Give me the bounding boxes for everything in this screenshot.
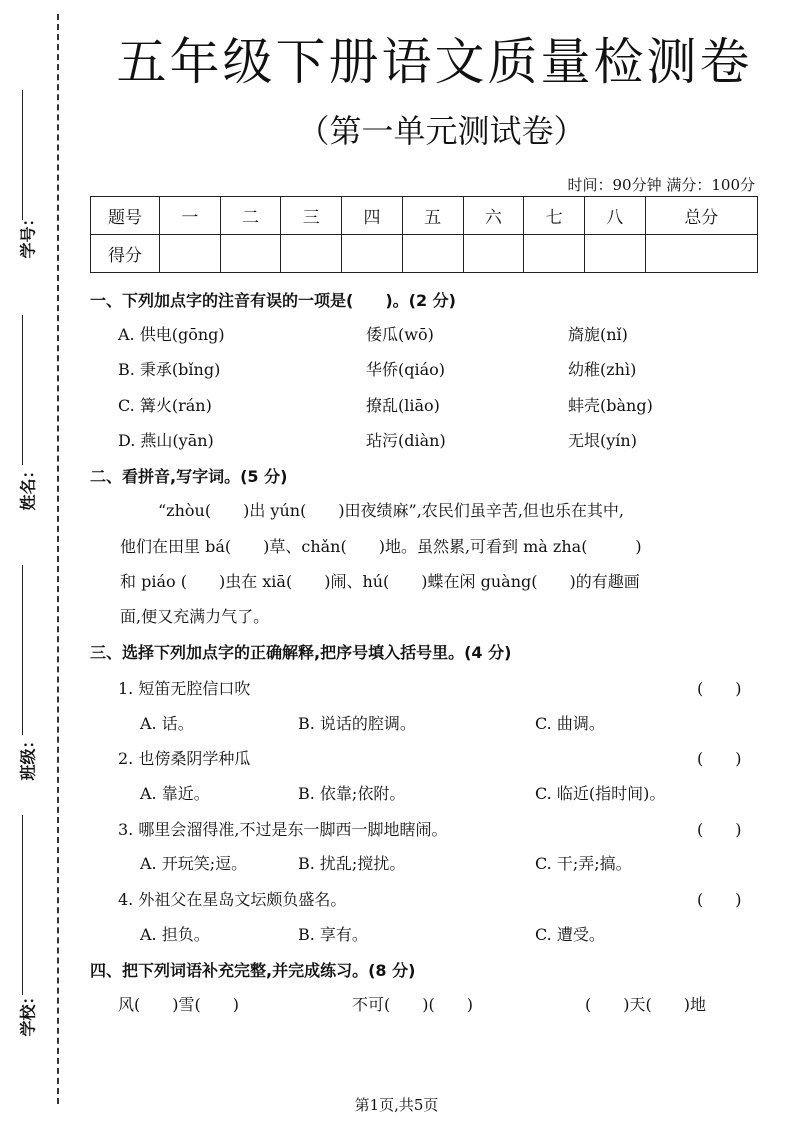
q3-option: B. 扰乱;搅扰。 bbox=[298, 854, 406, 873]
table-cell: 七 bbox=[524, 197, 585, 235]
page-number: 第1页,共5页 bbox=[354, 1096, 439, 1114]
student-id-label: 学号： bbox=[18, 210, 38, 259]
exam-title: 五年级下册语文质量检测卷 bbox=[116, 33, 753, 91]
table-cell: 四 bbox=[342, 197, 403, 235]
table-cell: 八 bbox=[584, 197, 645, 235]
q3-option: C. 干;弄;搞。 bbox=[535, 854, 632, 873]
q1-option: D. 燕山(yān) bbox=[118, 431, 214, 450]
score-table-header-row bbox=[91, 197, 758, 235]
table-cell: 六 bbox=[463, 197, 524, 235]
table-cell: 二 bbox=[220, 197, 281, 235]
q1-option: A. 供电(gōng) bbox=[118, 325, 225, 344]
q1-option: 旖旎(nǐ) bbox=[568, 325, 628, 344]
score-cell[interactable] bbox=[160, 235, 221, 273]
q3-option: A. 开玩笑;逗。 bbox=[140, 854, 248, 873]
score-table-score-row bbox=[91, 235, 758, 273]
name-label: 姓名： bbox=[18, 462, 38, 511]
score-cell[interactable] bbox=[584, 235, 645, 273]
q3-option: C. 曲调。 bbox=[535, 714, 605, 733]
score-cell[interactable] bbox=[524, 235, 585, 273]
name-line bbox=[22, 315, 23, 465]
q4-item: ( )天( )地 bbox=[585, 995, 706, 1014]
q3-option: A. 担负。 bbox=[140, 925, 210, 944]
q3-option: B. 依靠;依附。 bbox=[298, 784, 406, 803]
q1-option: 蚌壳(bàng) bbox=[568, 396, 653, 415]
table-cell: 总分 bbox=[645, 197, 757, 235]
q3-stem: 3. 哪里会溜得准,不过是东一脚西一脚地瞎闹。 bbox=[118, 820, 448, 839]
q4-item: 不可( )( ) bbox=[352, 995, 473, 1014]
exam-subtitle: （第一单元测试卷） bbox=[297, 112, 586, 150]
question-4-title: 四、把下列词语补充完整,并完成练习。(8 分) bbox=[90, 961, 416, 980]
answer-paren[interactable]: ( ) bbox=[697, 820, 742, 839]
q3-option: C. 临近(指时间)。 bbox=[535, 784, 666, 803]
score-cell[interactable] bbox=[402, 235, 463, 273]
score-cell[interactable] bbox=[342, 235, 403, 273]
q2-line: 和 piáo ( )虫在 xiā( )闹、hú( )蝶在闲 guàng( )的有趣画 bbox=[120, 572, 640, 591]
q3-option: B. 享有。 bbox=[298, 925, 368, 944]
school-line bbox=[22, 815, 23, 995]
cut-line bbox=[57, 14, 59, 1104]
score-cell[interactable] bbox=[281, 235, 342, 273]
table-cell: 题号 bbox=[91, 197, 160, 235]
q1-option: 无垠(yín) bbox=[568, 431, 637, 450]
score-cell[interactable] bbox=[220, 235, 281, 273]
binding-margin bbox=[0, 0, 70, 1122]
question-3-title: 三、选择下列加点字的正确解释,把序号填入括号里。(4 分) bbox=[90, 643, 512, 662]
student-id-line bbox=[22, 90, 23, 220]
q3-option: A. 靠近。 bbox=[140, 784, 210, 803]
answer-paren[interactable]: ( ) bbox=[697, 890, 742, 909]
q1-option: 华侨(qiáo) bbox=[366, 360, 446, 379]
q4-item: 风( )雪( ) bbox=[118, 995, 239, 1014]
q1-option: B. 秉承(bǐng) bbox=[118, 360, 221, 379]
q1-option: 幼稚(zhì) bbox=[568, 360, 637, 379]
table-cell: 一 bbox=[160, 197, 221, 235]
table-cell: 得分 bbox=[91, 235, 160, 273]
q1-option: C. 篝火(rán) bbox=[118, 396, 212, 415]
q2-line: 面,便又充满力气了。 bbox=[120, 607, 270, 626]
q3-option: B. 说话的腔调。 bbox=[298, 714, 416, 733]
question-1-title: 一、下列加点字的注音有误的一项是( )。(2 分) bbox=[90, 291, 456, 310]
answer-paren[interactable]: ( ) bbox=[697, 679, 742, 698]
q1-option: 玷污(diàn) bbox=[366, 431, 446, 450]
q1-option: 撩乱(liāo) bbox=[366, 396, 440, 415]
q3-option: A. 话。 bbox=[140, 714, 194, 733]
school-label: 学校： bbox=[18, 988, 38, 1037]
table-cell: 三 bbox=[281, 197, 342, 235]
q2-line: 他们在田里 bá( )草、chǎn( )地。虽然累,可看到 mà zha( ) bbox=[120, 537, 642, 556]
q3-stem: 4. 外祖父在星岛文坛颇负盛名。 bbox=[118, 890, 347, 909]
score-cell[interactable] bbox=[645, 235, 757, 273]
answer-paren[interactable]: ( ) bbox=[697, 749, 742, 768]
q3-stem: 2. 也傍桑阴学种瓜 bbox=[118, 749, 251, 768]
class-line bbox=[22, 565, 23, 735]
q3-stem: 1. 短笛无腔信口吹 bbox=[118, 679, 251, 698]
class-label: 班级： bbox=[18, 732, 38, 781]
q1-option: 倭瓜(wō) bbox=[366, 325, 434, 344]
q3-option: C. 遭受。 bbox=[535, 925, 605, 944]
q2-line: “zhòu( )出 yún( )田夜绩麻”,农民们虽辛苦,但也乐在其中, bbox=[158, 501, 624, 520]
score-table bbox=[90, 196, 758, 273]
table-cell: 五 bbox=[402, 197, 463, 235]
time-info: 时间：90分钟 满分：100分 bbox=[567, 176, 755, 194]
question-2-title: 二、看拼音,写字词。(5 分) bbox=[90, 467, 288, 486]
score-cell[interactable] bbox=[463, 235, 524, 273]
